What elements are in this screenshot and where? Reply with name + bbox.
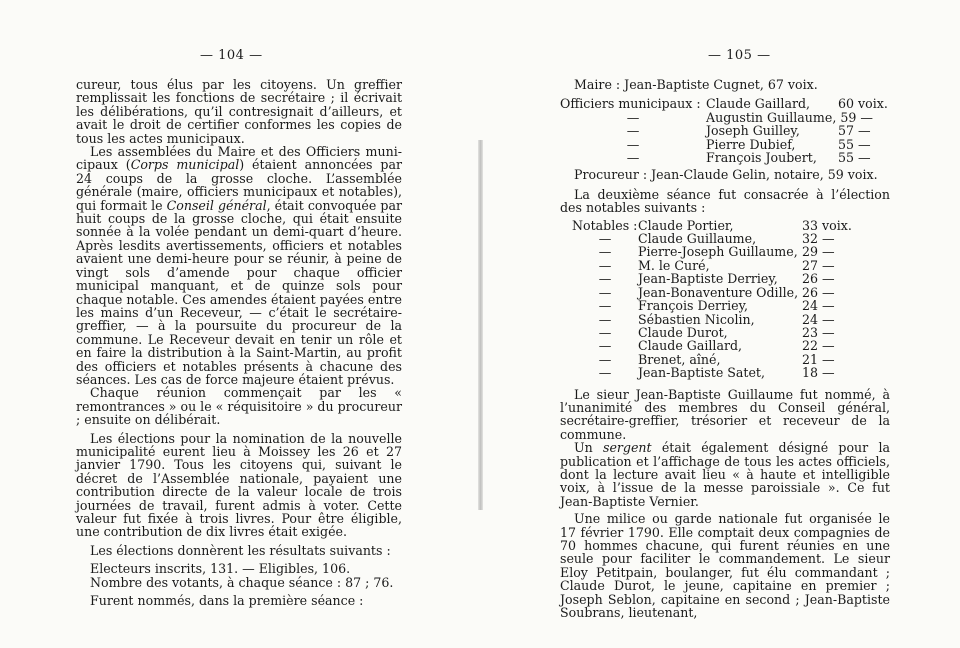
paragraph bbox=[560, 441, 890, 508]
paragraph-body: cipaux (Corps municipal) étaient annoncées par 24 coups de la grosse cloche. L’assemblée générale (maire, officiers municipaux et notables), qui formait le Conseil général, était convoquée par huit coups de la grosse cloche, qui était ensuite sonnée à la volée pendant un demi-quart d’heure. Après lesdits avertissements, officiers et notables avaient une demi-heure pour se réunir, à peine de vingt sols d’amende pour chaque officier municipal manquant, et de quinze sols pour chaque notable. Ces amendes étaient payées entre les mains d’un Receveur, — c’était le secrétaire-greffier, — à la poursuite du procureur de la commune. Le Receveur devait en tenir un rôle et en faire la distribution à la Saint-Martin, au profit des officiers et notables présents à chacune des séances. Les cas de force majeure étaient prévus. bbox=[76, 157, 402, 387]
notable-name: Pierre-Joseph Guillaume, bbox=[638, 244, 798, 260]
ditto-dash: — bbox=[598, 271, 612, 287]
page-number-left: — 104 — bbox=[200, 48, 263, 63]
paragraph: Chaque réunion commençait par les « remontrances » ou le « réquisitoire » du procureur ; ensuite on délibérait. bbox=[76, 385, 403, 428]
notable-votes: 26 — bbox=[802, 271, 835, 287]
list-item bbox=[572, 286, 890, 299]
notable-name: Claude Durot, bbox=[638, 324, 728, 340]
paragraph: Furent nommés, dans la première séance : bbox=[90, 593, 364, 609]
officiers-list bbox=[560, 97, 890, 164]
paragraph: Le sieur Jean-Baptiste Guillaume fut nommé, à l’unanimité des membres du Conseil général, secrétaire-greffier, trésorier et receveur de la commune. bbox=[560, 386, 890, 442]
notable-name: Claude Portier, bbox=[638, 217, 734, 233]
notable-name: Sébastien Nicolin, bbox=[638, 311, 755, 327]
officier-name: François Joubert, bbox=[706, 150, 817, 166]
notable-votes: 26 — bbox=[802, 284, 835, 300]
list-item bbox=[560, 151, 890, 164]
notable-name: Jean-Baptiste Derriey, bbox=[638, 271, 778, 287]
list-item bbox=[572, 245, 890, 258]
paragraph: Une milice ou garde nationale fut organisée le 17 février 1790. Elle comptait deux compagnies de 70 hommes chacune, qui furent réunies en une seule pour faciliter le commandement. Le sieur Eloy Petitpain, boulanger, fut élu commandant ; Claude Durot, le jeune, capitaine en premier ; Joseph Seblon, capitaine en second ; Jean-Baptiste Soubrans, lieutenant, bbox=[560, 511, 890, 621]
officier-votes: 55 — bbox=[838, 150, 871, 166]
notable-votes: 29 — bbox=[802, 244, 835, 260]
notable-votes: 18 — bbox=[802, 365, 835, 381]
officier-name: Joseph Guilley, bbox=[706, 123, 800, 139]
notables-list bbox=[572, 219, 890, 380]
list-item bbox=[560, 111, 890, 124]
list-item bbox=[572, 366, 890, 379]
list-item bbox=[572, 219, 890, 232]
left-page-text bbox=[76, 78, 402, 607]
paragraph: Les élections donnèrent les résultats suivants : bbox=[90, 542, 391, 558]
notable-name: Claude Guillaume, bbox=[638, 231, 757, 247]
officiers-label: Officiers municipaux : bbox=[560, 96, 701, 112]
list-item bbox=[572, 313, 890, 326]
ditto-dash: — bbox=[626, 150, 640, 166]
officier-name: Augustin Guillaume, 59 — bbox=[706, 109, 873, 125]
notable-name: Jean-Baptiste Satet, bbox=[638, 365, 765, 381]
list-item bbox=[560, 97, 890, 110]
list-item bbox=[572, 326, 890, 339]
procureur-line: Procureur : Jean-Claude Gelin, notaire, 59 voix. bbox=[574, 167, 878, 183]
list-item bbox=[572, 353, 890, 366]
right-page bbox=[480, 0, 960, 648]
page-number-right: — 105 — bbox=[708, 48, 771, 63]
notable-name: Claude Gaillard, bbox=[638, 338, 743, 354]
list-item bbox=[572, 299, 890, 312]
notables-label: Notables : bbox=[572, 217, 638, 233]
ditto-dash: — bbox=[598, 284, 612, 300]
officier-votes: 55 — bbox=[838, 136, 871, 152]
notable-name: M. le Curé, bbox=[638, 257, 710, 273]
ditto-dash: — bbox=[626, 109, 640, 125]
emphasis-sergent: sergent bbox=[602, 440, 652, 456]
list-item bbox=[560, 138, 890, 151]
ditto-dash: — bbox=[626, 123, 640, 139]
maire-line: Maire : Jean-Baptiste Cugnet, 67 voix. bbox=[574, 77, 818, 92]
officier-votes: 60 voix. bbox=[838, 96, 888, 112]
paragraph: Nombre des votants, à chaque séance : 87 ; 76. bbox=[90, 574, 394, 590]
officier-votes: 57 — bbox=[838, 123, 871, 139]
notable-votes: 27 — bbox=[802, 257, 835, 273]
paragraph-lead: Les assemblées du Maire et des Officiers muni- bbox=[90, 144, 402, 160]
notable-votes: 23 — bbox=[802, 324, 835, 340]
officier-name: Claude Gaillard, bbox=[706, 96, 811, 112]
paragraph bbox=[76, 145, 402, 386]
notable-votes: 22 — bbox=[802, 338, 835, 354]
paragraph-body: était également désigné pour la publication et l’affichage de tous les actes officiels, dont la lecture avait lieu « à haute et intelligible voix, à l’issue de la messe paroissiale ». Ce fut Jean-Baptiste Vernier. bbox=[560, 440, 890, 509]
ditto-dash: — bbox=[598, 231, 612, 247]
right-page-text bbox=[560, 78, 890, 619]
list-item bbox=[572, 232, 890, 245]
ditto-dash: — bbox=[626, 136, 640, 152]
notable-name: François Derriey, bbox=[638, 298, 749, 314]
paragraph: La deuxième séance fut consacrée à l’élection des notables suivants : bbox=[560, 186, 890, 216]
notable-votes: 32 — bbox=[802, 231, 835, 247]
officier-name: Pierre Dubief, bbox=[706, 136, 796, 152]
list-item bbox=[572, 259, 890, 272]
list-item bbox=[572, 339, 890, 352]
ditto-dash: — bbox=[598, 298, 612, 314]
paragraph-lead: Un bbox=[574, 440, 593, 456]
ditto-dash: — bbox=[598, 351, 612, 367]
ditto-dash: — bbox=[598, 338, 612, 354]
list-item bbox=[560, 124, 890, 137]
notable-votes: 24 — bbox=[802, 298, 835, 314]
ditto-dash: — bbox=[598, 365, 612, 381]
paragraph: cureur, tous élus par les citoyens. Un greffier remplissait les fonctions de secrétaire ; il écrivait les délibérations, qu’il contresignait d’ailleurs, et avait le droit de certifier conformes les copies de tous les actes municipaux. bbox=[76, 77, 402, 146]
notable-name: Jean-Bonaventure Odille, bbox=[638, 284, 799, 300]
list-item bbox=[572, 272, 890, 285]
ditto-dash: — bbox=[598, 311, 612, 327]
ditto-dash: — bbox=[598, 244, 612, 260]
paragraph: Les élections pour la nomination de la nouvelle municipalité eurent lieu à Moissey les 26 et 27 janvier 1790. Tous les citoyens qui, suivant le décret de l’Assemblée nationale, payaient une contribution directe de la valeur locale de trois journées de travail, furent admis à voter. Cette valeur fut fixée à trois livres. Pour être éligible, une contribution de dix livres était exigée. bbox=[76, 430, 402, 540]
ditto-dash: — bbox=[598, 324, 612, 340]
ditto-dash: — bbox=[598, 257, 612, 273]
notable-votes: 24 — bbox=[802, 311, 835, 327]
paragraph: Electeurs inscrits, 131. — Eligibles, 106. bbox=[90, 561, 351, 577]
notable-votes: 21 — bbox=[802, 351, 835, 367]
notable-name: Brenet, aîné, bbox=[638, 351, 721, 367]
notable-votes: 33 voix. bbox=[802, 217, 852, 233]
